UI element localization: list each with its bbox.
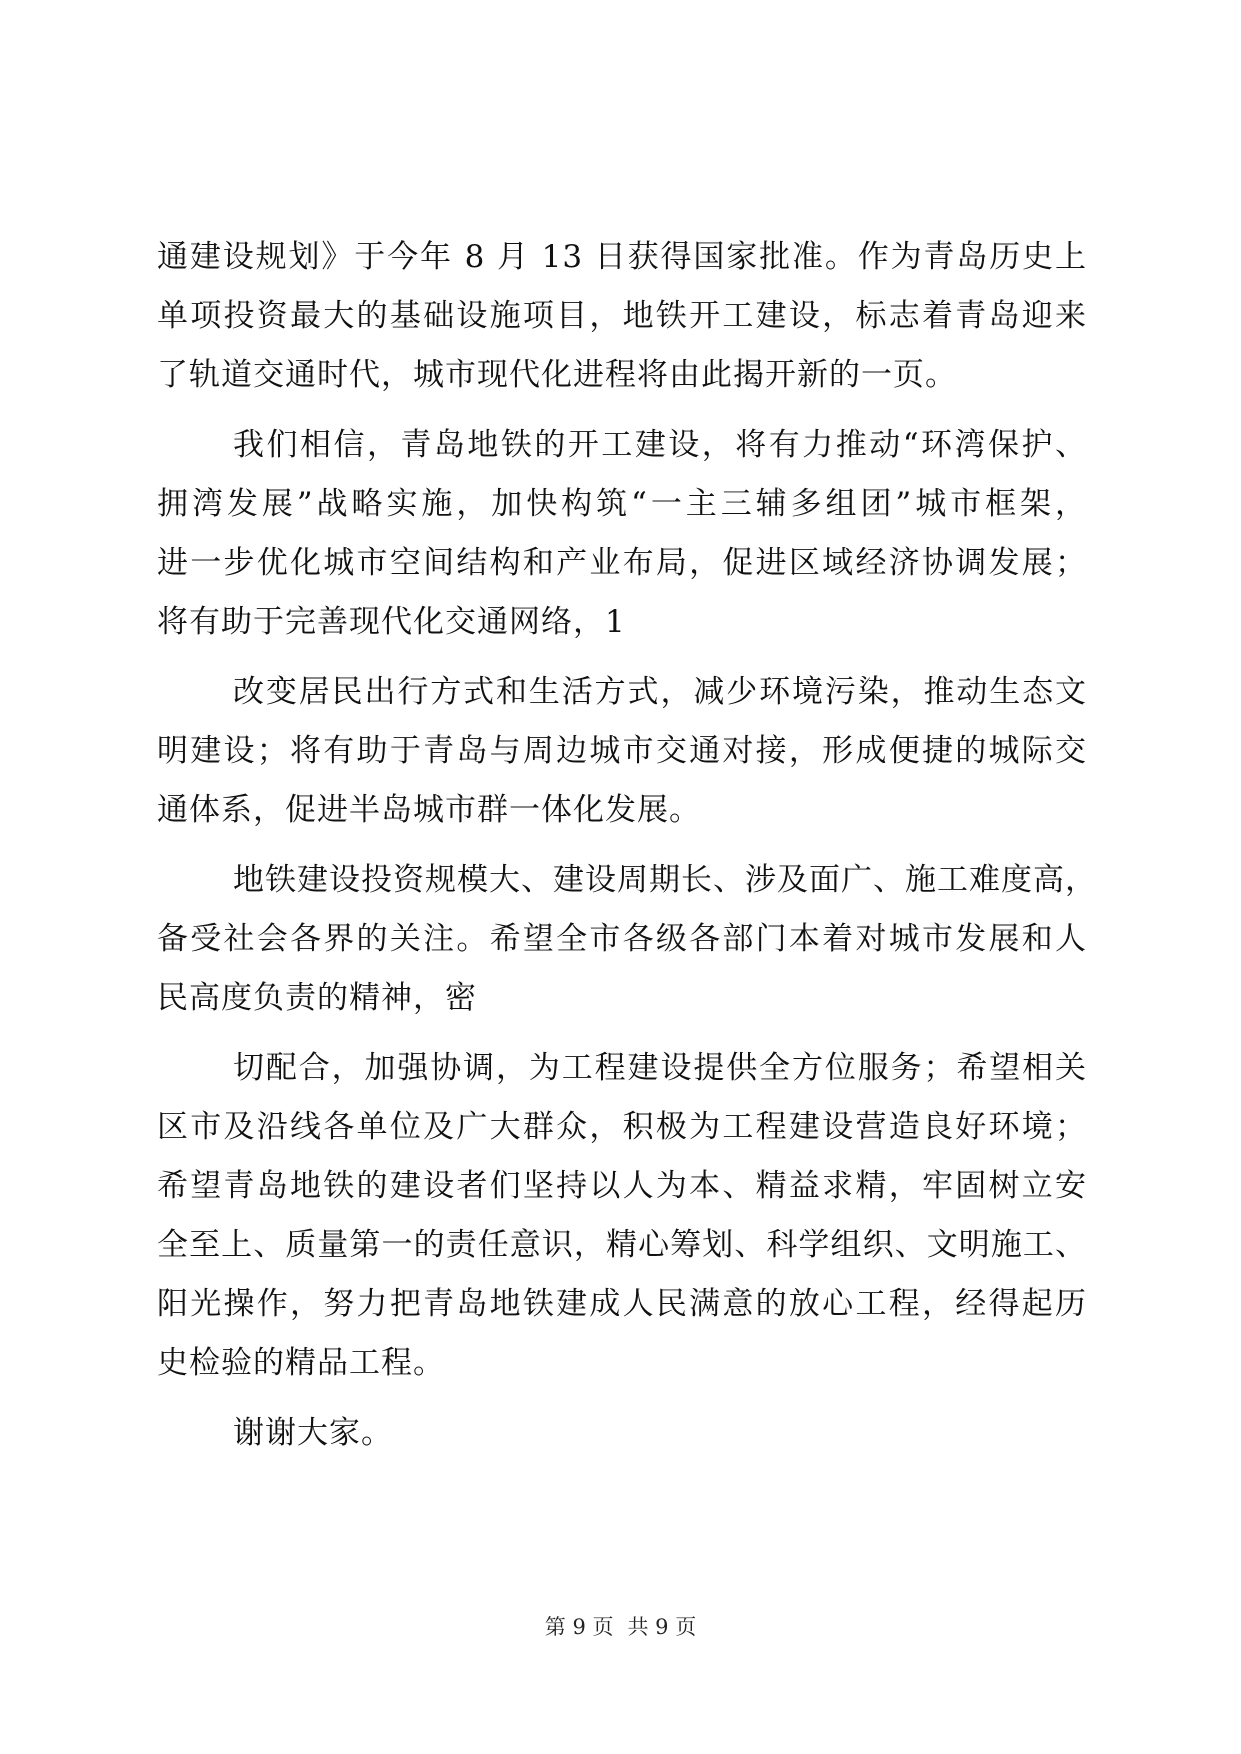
- text-line: 进一步优化城市空间结构和产业布局，促进区域经济协调发展；: [157, 545, 1087, 581]
- text-line: 单项投资最大的基础设施项目，地铁开工建设，标志着青岛迎来: [157, 298, 1087, 334]
- text-line: 了轨道交通时代，城市现代化进程将由此揭开新的一页。: [157, 357, 957, 393]
- text-line: 民高度负责的精神，密: [157, 980, 477, 1016]
- paragraph: [157, 416, 1087, 652]
- text-line: 全至上、质量第一的责任意识，精心筹划、科学组织、文明施工、: [157, 1227, 1087, 1263]
- text-line: 地铁建设投资规模大、建设周期长、涉及面广、施工难度高，: [233, 862, 1097, 898]
- paragraph: [157, 851, 1097, 1028]
- page-number: 第 9 页: [544, 1615, 614, 1639]
- text-line: 我们相信，青岛地铁的开工建设，将有力推动“环湾保护、: [233, 427, 1087, 463]
- paragraph: [157, 1039, 1087, 1393]
- text-line: 明建设；将有助于青岛与周边城市交通对接，形成便捷的城际交: [157, 733, 1087, 769]
- text-line: 拥湾发展”战略实施，加快构筑“一主三辅多组团”城市框架，: [157, 486, 1087, 522]
- text-line: 通建设规划》于今年 8 月 13 日获得国家批准。作为青岛历史上: [157, 239, 1087, 275]
- text-line: 史检验的精品工程。: [157, 1345, 445, 1381]
- page-total: 共 9 页: [627, 1615, 697, 1639]
- paragraph: [157, 663, 1087, 840]
- text-line: 区市及沿线各单位及广大群众，积极为工程建设营造良好环境；: [157, 1109, 1087, 1145]
- text-line: 备受社会各界的关注。希望全市各级各部门本着对城市发展和人: [157, 921, 1087, 957]
- text-line: 谢谢大家。: [233, 1415, 393, 1451]
- paragraph: [157, 228, 1087, 405]
- text-line: 切配合，加强协调，为工程建设提供全方位服务；希望相关: [233, 1050, 1087, 1086]
- paragraph: [157, 1404, 1087, 1463]
- text-line: 将有助于完善现代化交通网络，1: [157, 604, 626, 640]
- text-line: 改变居民出行方式和生活方式，减少环境污染，推动生态文: [233, 674, 1087, 710]
- page-footer: [0, 1612, 1241, 1642]
- text-line: 通体系，促进半岛城市群一体化发展。: [157, 792, 701, 828]
- text-line: 阳光操作，努力把青岛地铁建成人民满意的放心工程，经得起历: [157, 1286, 1087, 1322]
- document-body: [157, 228, 1097, 1463]
- text-line: 希望青岛地铁的建设者们坚持以人为本、精益求精，牢固树立安: [157, 1168, 1087, 1204]
